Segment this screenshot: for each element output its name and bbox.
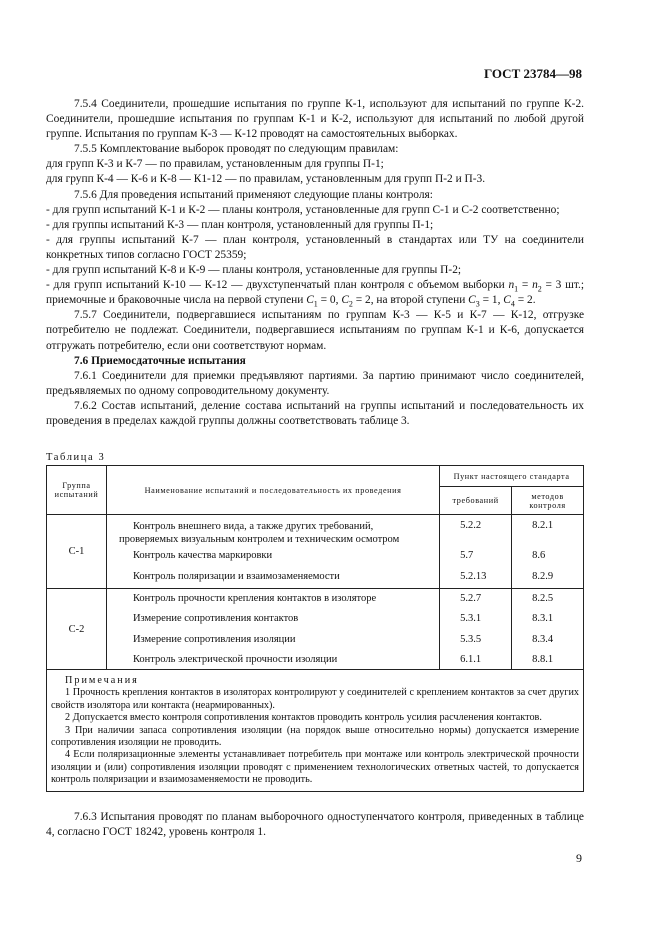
- group-cell-c2: С-2: [47, 589, 107, 670]
- document-body: [46, 97, 584, 429]
- section-heading-7-6: 7.6 Приемосдаточные испытания: [74, 354, 246, 367]
- paragraph-7-6-3: 7.6.3 Испытания проводят по планам выборочного одноступенчатого контроля, приведенных в таблице 4, согласно ГОСТ 18242, уровень контроля 1.: [46, 811, 584, 839]
- method-value: 8.3.1: [532, 613, 554, 624]
- table-row: Измерение сопротивления контактов: [132, 613, 299, 624]
- method-value: 8.6: [532, 550, 546, 561]
- method-value: 8.2.9: [532, 571, 554, 582]
- paragraph-7-6-1: 7.6.1 Соединители для приемки предъявляют партиями. За партию принимают число соединителей, предъявляемых по одному сопроводительному документу.: [46, 369, 584, 397]
- header-clause: Пункт настоящего стандарта: [440, 466, 584, 487]
- table-notes: [47, 670, 584, 792]
- paragraph-plan-4: - для групп испытаний К-8 и К-9 — планы контроля, установленные для группы П-2;: [46, 264, 462, 277]
- method-value: 8.2.1: [532, 520, 554, 531]
- paragraph-plan-2: - для группы испытаний К-3 — план контроля, установленный для группы П-1;: [46, 218, 434, 231]
- req-value: 5.2.13: [460, 571, 487, 582]
- note-1: 1 Прочность крепления контактов в изоляторах контролируют у соединителей с креплением контактов за счет других свойств изолятора или контакта (неармированных).: [51, 687, 579, 711]
- paragraph-plan-3: - для группы испытаний К-7 — план контроля, установленный в стандартах или ТУ на соединители конкретных типов согласно ГОСТ 25359;: [46, 233, 584, 261]
- paragraph-plan-1: - для групп испытаний К-1 и К-2 — планы контроля, установленные для групп С-1 и С-2 соответственно;: [46, 203, 560, 216]
- paragraph-rule-1: для групп К-3 и К-7 — по правилам, установленным для группы П-1;: [46, 158, 384, 171]
- req-value: 5.2.2: [460, 520, 482, 531]
- method-cell-c1: [512, 515, 584, 589]
- note-2: 2 Допускается вместо контроля сопротивления контактов проводить контроль усилия расчленения контактов.: [65, 712, 542, 724]
- req-cell-c2: [440, 589, 512, 670]
- method-value: 8.2.5: [532, 593, 554, 604]
- paragraph-7-5-7: 7.5.7 Соединители, подвергавшиеся испытаниям по группам К-3 — К-5 и К-7 — К-12, отгрузке потребителю не подлежат. Соединители, подвергавшиеся испытаниям по группам К-1 и К-6, допускается отгружать потребителю, если они соответствуют нормам.: [46, 309, 584, 352]
- table-row: Контроль качества маркировки: [132, 550, 273, 561]
- paragraph-7-6-2: 7.6.2 Состав испытаний, деление состава испытаний на группы испытаний и последовательность их проведения в пределах каждой группы должны соответствовать таблице 3.: [46, 399, 584, 427]
- header-test-name: Наименование испытаний и последовательность их проведения: [106, 466, 439, 515]
- test-cell-c1: [106, 515, 439, 589]
- header-methods: методов контроля: [512, 487, 584, 515]
- req-value: 5.2.7: [460, 593, 482, 604]
- paragraph-rule-2: для групп К-4 — К-6 и К-8 — К1-12 — по правилам, установленным для групп П-2 и П-3.: [46, 173, 486, 186]
- req-value: 5.3.1: [460, 613, 482, 624]
- table-row: Контроль электрической прочности изоляции: [132, 654, 338, 665]
- paragraph-plan-5: - для групп испытаний К-10 — К-12 — двухступенчатый план контроля с объемом выборки $n_1 = n_2 = 3$ шт.; приемочные и браковочные числа на первой ступени $C_1 = 0$, $C_2 = 2$, на второй ступени $C_3 = 1$, $C_4 = 2$.: [46, 279, 585, 309]
- table-row: Контроль внешнего вида, а также других требований, проверяемых визуальным контролем и техническим осмотром: [118, 521, 400, 545]
- notes-title: Примечания: [65, 675, 139, 686]
- paragraph-7-5-5: 7.5.5 Комплектование выборок проводят по следующим правилам:: [74, 143, 399, 156]
- req-value: 5.3.5: [460, 634, 482, 645]
- table-row: Контроль поляризации и взаимозаменяемости: [132, 571, 340, 582]
- table-3: [46, 465, 584, 792]
- header-requirements: требований: [440, 487, 512, 515]
- method-cell-c2: [512, 589, 584, 670]
- table-row: Измерение сопротивления изоляции: [132, 634, 296, 645]
- paragraph-7-5-4: 7.5.4 Соединители, прошедшие испытания по группе К-1, используют для испытаний по группе К-2. Соединители, прошедшие испытания по группам К-1 и К-2, используют для испытаний по любой другой группе. Испытания по группам К-3 — К-12 проводят на самостоятельных выборках.: [46, 98, 584, 141]
- page-number: 9: [576, 851, 582, 865]
- document-header: ГОСТ 23784—98: [483, 66, 582, 81]
- paragraph-7-5-6: 7.5.6 Для проведения испытаний применяют следующие планы контроля:: [74, 188, 433, 201]
- group-cell-c1: С-1: [47, 515, 107, 589]
- header-group: Группа испытаний: [47, 466, 107, 515]
- req-cell-c1: [440, 515, 512, 589]
- req-value: 6.1.1: [460, 654, 482, 665]
- note-4: 4 Если поляризационные элементы устанавливает потребитель при монтаже или контроль электрической прочности изоляции и (или) сопротивления изоляции проводят с применением технологических ответных частей, то допускается контроль поляризации и взаимозаменяемости не проводить.: [51, 749, 579, 786]
- method-value: 8.3.4: [532, 634, 554, 645]
- note-3: 3 При наличии запаса сопротивления изоляции (на порядок выше относительно нормы) допускается измерение сопротивления изоляции не проводить.: [51, 724, 579, 749]
- method-value: 8.8.1: [532, 654, 554, 665]
- req-value: 5.7: [460, 550, 474, 561]
- table-row: Контроль прочности крепления контактов в изоляторе: [132, 593, 377, 604]
- table-caption: Таблица 3: [46, 452, 106, 463]
- test-cell-c2: [106, 589, 439, 670]
